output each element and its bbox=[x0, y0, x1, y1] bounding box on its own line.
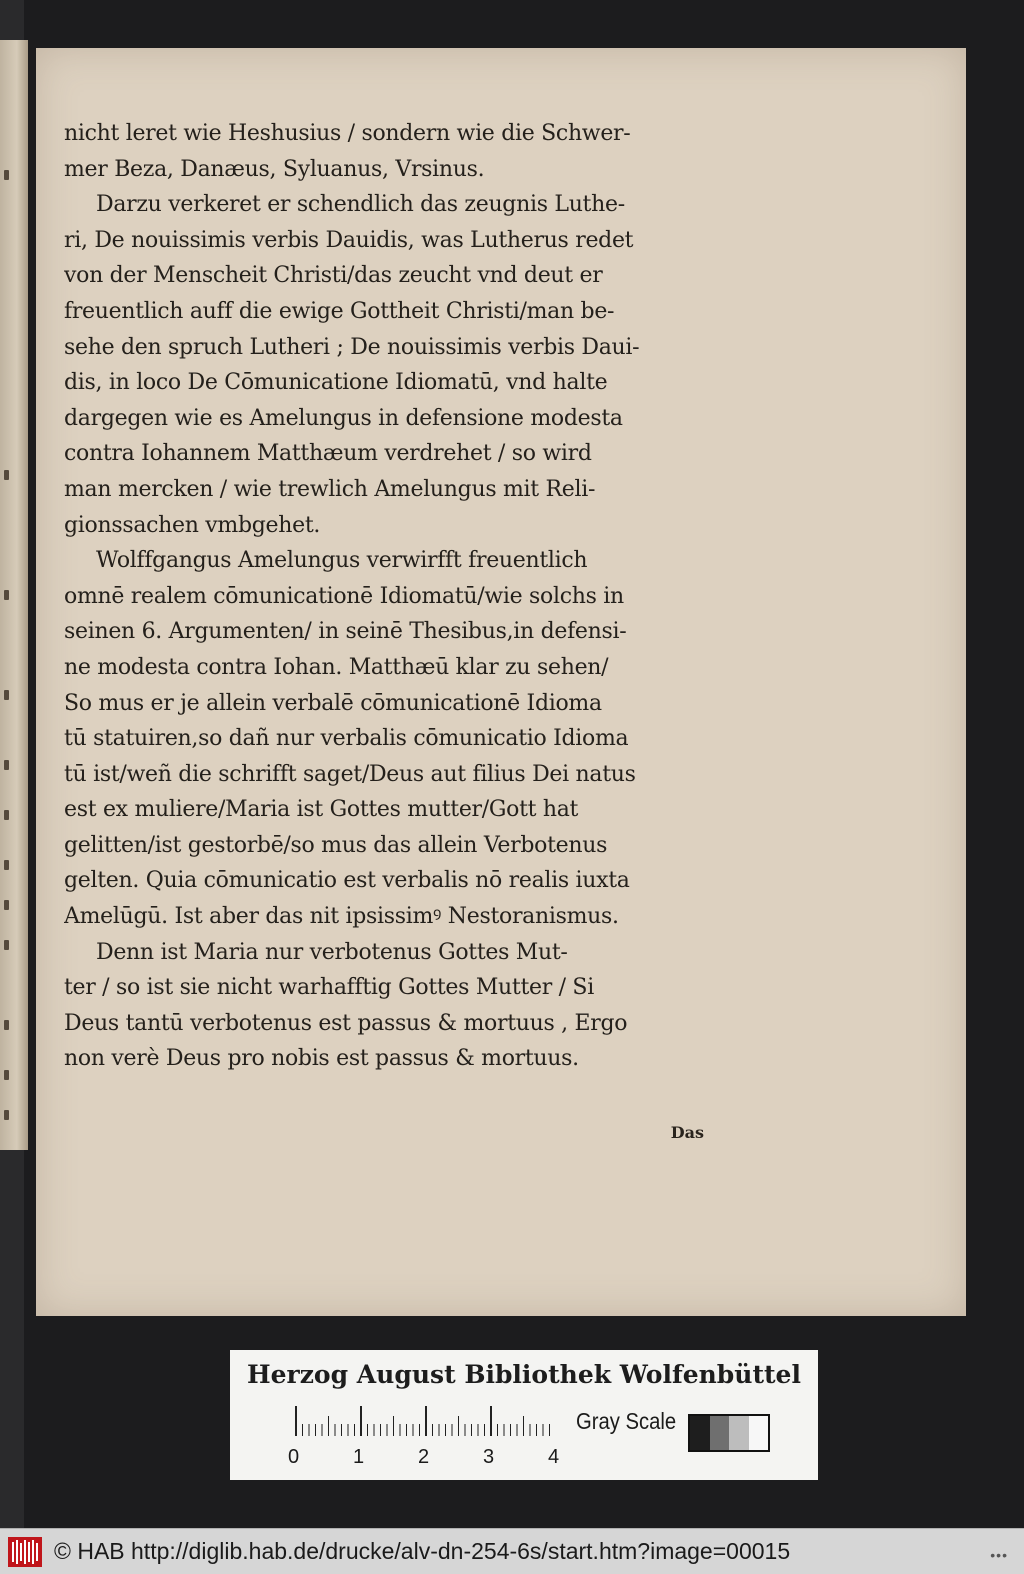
ruler-ticks bbox=[294, 1404, 556, 1438]
text-line: Denn ist Maria nur verbotenus Gottes Mut- bbox=[96, 939, 568, 965]
text-line: dis, in loco De Cōmunicatione Idiomatū, vnd halte bbox=[64, 370, 608, 396]
status-bar bbox=[0, 1528, 1024, 1574]
gray-swatch-3 bbox=[749, 1416, 769, 1450]
text-line: gelitten/ist gestorbē/so mus das allein Verbotenus bbox=[64, 832, 608, 858]
text-line: tū ist/weñ die schrifft saget/Deus aut filius Dei natus bbox=[64, 761, 636, 787]
text-line: tū statuiren,so dañ nur verbalis cōmunicatio Idioma bbox=[64, 726, 629, 752]
text-line: freuentlich auff die ewige Gottheit Christi/man be- bbox=[64, 298, 615, 324]
text-line: Darzu verkeret er schendlich das zeugnis Luthe- bbox=[96, 192, 625, 218]
gray-swatch-1 bbox=[710, 1416, 730, 1450]
gray-swatch-2 bbox=[729, 1416, 749, 1450]
text-line: Deus tantū verbotenus est passus & mortuus , Ergo bbox=[64, 1010, 628, 1036]
scale-number: 2 bbox=[418, 1446, 430, 1468]
text-line: gionssachen vmbgehet. bbox=[64, 512, 321, 538]
copyright-url[interactable]: © HAB http://diglib.hab.de/drucke/alv-dn-254-6s/start.htm?image=00015 bbox=[54, 1538, 791, 1564]
text-line: est ex muliere/Maria ist Gottes mutter/Gott hat bbox=[64, 797, 579, 823]
document-page bbox=[36, 48, 966, 1316]
text-line: So mus er je allein verbalē cōmunicationē Idioma bbox=[64, 690, 602, 716]
more-icon[interactable]: ••• bbox=[990, 1547, 1008, 1563]
gray-scale-swatch bbox=[688, 1414, 770, 1452]
text-line: von der Menscheit Christi/das zeucht vnd deut er bbox=[64, 263, 603, 289]
scale-number: 3 bbox=[483, 1446, 495, 1468]
text-line: Wolffgangus Amelungus verwirfft freuentlich bbox=[96, 548, 588, 574]
library-name: Herzog August Bibliothek Wolfenbüttel bbox=[247, 1360, 801, 1389]
text-line: mer Beza, Danæus, Syluanus, Vrsinus. bbox=[64, 156, 485, 182]
color-calibration-card bbox=[230, 1350, 818, 1480]
text-line: sehe den spruch Lutheri ; De nouissimis verbis Daui- bbox=[64, 334, 640, 360]
text-line: dargegen wie es Amelungus in defensione modesta bbox=[64, 405, 623, 431]
text-line: non verè Deus pro nobis est passus & mortuus. bbox=[64, 1046, 579, 1072]
page-text bbox=[64, 116, 724, 1077]
text-line: gelten. Quia cōmunicatio est verbalis nō realis iuxta bbox=[64, 868, 630, 894]
scale-number: 0 bbox=[288, 1446, 300, 1468]
hab-logo-icon bbox=[8, 1537, 42, 1567]
gray-scale-label: Gray Scale bbox=[576, 1408, 677, 1434]
text-line: nicht leret wie Heshusius / sondern wie die Schwer- bbox=[64, 121, 631, 146]
text-line: seinen 6. Argumenten/ in seinē Thesibus,in defensi- bbox=[64, 619, 627, 645]
text-line: ter / so ist sie nicht warhafftig Gottes Mutter / Si bbox=[64, 975, 594, 1001]
scale-number: 1 bbox=[353, 1446, 365, 1468]
adjacent-page-edge bbox=[0, 40, 28, 1150]
ruler-scale bbox=[294, 1404, 556, 1438]
catchword: Das bbox=[670, 1123, 704, 1142]
text-line: omnē realem cōmunicationē Idiomatū/wie solchs in bbox=[64, 583, 624, 609]
text-line: Amelūgū. Ist aber das nit ipsissimꝰ Nestoranismus. bbox=[64, 904, 619, 930]
text-line: man mercken / wie trewlich Amelungus mit Reli- bbox=[64, 476, 596, 502]
text-line: ri, De nouissimis verbis Dauidis, was Lutherus redet bbox=[64, 227, 634, 253]
gray-swatch-0 bbox=[690, 1416, 710, 1450]
scale-number: 4 bbox=[548, 1446, 560, 1468]
text-line: contra Iohannem Matthæum verdrehet / so wird bbox=[64, 441, 592, 467]
text-line: ne modesta contra Iohan. Matthæū klar zu sehen/ bbox=[64, 654, 609, 680]
